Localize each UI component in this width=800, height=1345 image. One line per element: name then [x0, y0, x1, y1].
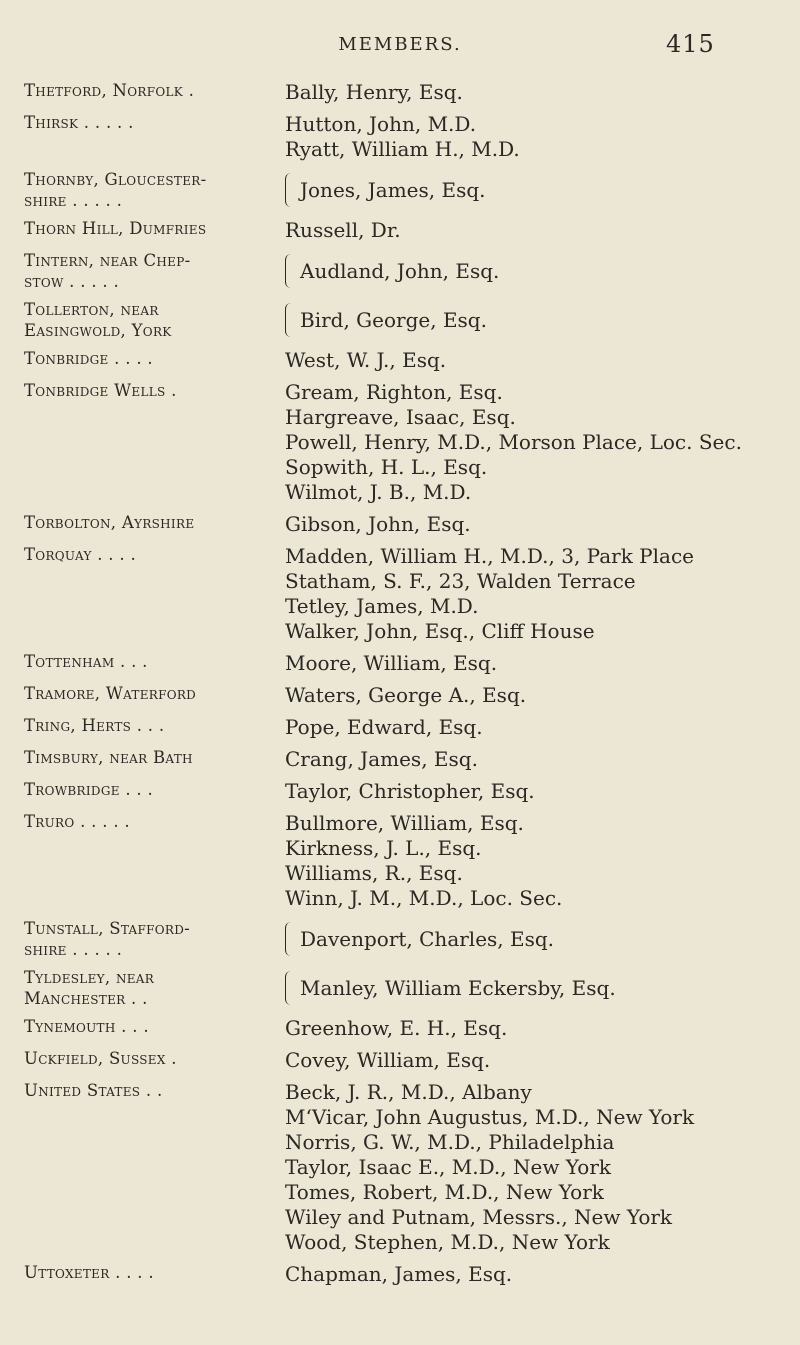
member-names — [285, 779, 800, 804]
place-name — [0, 250, 285, 292]
list-item — [0, 1080, 800, 1255]
member-name: Gream, Righton, Esq. — [285, 380, 503, 404]
member-name: Madden, William H., M.D., 3, Park Place — [285, 544, 694, 568]
place-line: Tunstall, Stafford- — [24, 919, 191, 938]
place-name — [0, 779, 285, 804]
place-line: Thorn Hill, Dumfries — [24, 219, 207, 238]
brace-glyph — [285, 173, 296, 207]
place-name — [0, 683, 285, 708]
place-line: shire . . . . . — [24, 940, 123, 959]
place-line: Tynemouth . . . — [24, 1017, 149, 1036]
member-name: Crang, James, Esq. — [285, 747, 478, 771]
member-names — [285, 715, 800, 740]
place-name — [0, 967, 285, 1009]
place-line: Torquay . . . . — [24, 545, 137, 564]
member-names — [285, 80, 800, 105]
place-line: Thetford, Norfolk . — [24, 81, 195, 100]
place-name — [0, 1262, 285, 1287]
member-name: Norris, G. W., M.D., Philadelphia — [285, 1130, 615, 1154]
list-item — [0, 112, 800, 162]
place-line: Timsbury, near Bath — [24, 748, 193, 767]
list-item — [0, 918, 800, 960]
list-item — [0, 967, 800, 1009]
list-item — [0, 348, 800, 373]
brace-glyph — [285, 922, 296, 956]
place-line: Tring, Herts . . . — [24, 716, 165, 735]
member-names — [285, 299, 800, 341]
list-item — [0, 1016, 800, 1041]
member-name: Wood, Stephen, M.D., New York — [285, 1230, 610, 1254]
place-line: United States . . — [24, 1081, 163, 1100]
member-name: Powell, Henry, M.D., Morson Place, Loc. Sec. — [285, 430, 742, 454]
place-name — [0, 1048, 285, 1073]
place-name — [0, 544, 285, 644]
member-names — [285, 1080, 800, 1255]
member-names — [285, 380, 800, 505]
member-name: Pope, Edward, Esq. — [285, 715, 483, 739]
place-line: Uttoxeter . . . . — [24, 1263, 154, 1282]
member-name: Williams, R., Esq. — [285, 861, 463, 885]
place-line: Tintern, near Chep- — [24, 251, 191, 270]
place-name — [0, 715, 285, 740]
place-line: Easingwold, York — [24, 321, 172, 340]
list-item — [0, 80, 800, 105]
place-name — [0, 218, 285, 243]
list-item — [0, 747, 800, 772]
page-header — [0, 30, 800, 64]
member-names — [285, 348, 800, 373]
member-name: Taylor, Christopher, Esq. — [285, 779, 535, 803]
list-item — [0, 715, 800, 740]
member-name: Tomes, Robert, M.D., New York — [285, 1180, 604, 1204]
place-name — [0, 112, 285, 162]
place-name — [0, 1016, 285, 1041]
list-item — [0, 218, 800, 243]
place-line: shire . . . . . — [24, 191, 123, 210]
member-name: Moore, William, Esq. — [285, 651, 498, 675]
place-name — [0, 1080, 285, 1255]
brace-glyph — [285, 254, 296, 288]
member-name: West, W. J., Esq. — [285, 348, 447, 372]
member-names — [285, 747, 800, 772]
place-line: Thirsk . . . . . — [24, 113, 134, 132]
list-item — [0, 683, 800, 708]
list-item — [0, 651, 800, 676]
member-name: Taylor, Isaac E., M.D., New York — [285, 1155, 611, 1179]
place-line: Tonbridge Wells . — [24, 381, 177, 400]
member-name: Manley, William Eckersby, Esq. — [300, 975, 616, 1000]
list-item — [0, 1048, 800, 1073]
place-name — [0, 811, 285, 911]
place-line: Tonbridge . . . . — [24, 349, 153, 368]
list-item — [0, 380, 800, 505]
member-names — [285, 169, 800, 211]
member-name: Jones, James, Esq. — [300, 177, 486, 202]
place-name — [0, 299, 285, 341]
member-name: Wiley and Putnam, Messrs., New York — [285, 1205, 673, 1229]
running-title: MEMBERS. — [338, 34, 462, 55]
member-name: Ryatt, William H., M.D. — [285, 137, 520, 161]
place-name — [0, 80, 285, 105]
member-names — [285, 512, 800, 537]
place-name — [0, 380, 285, 505]
member-names — [285, 967, 800, 1009]
place-line: Torbolton, Ayrshire — [24, 513, 195, 532]
member-name: Winn, J. M., M.D., Loc. Sec. — [285, 886, 563, 910]
member-names — [285, 250, 800, 292]
member-names — [285, 811, 800, 911]
place-line: Tyldesley, near — [24, 968, 155, 987]
list-item — [0, 1262, 800, 1287]
brace-glyph — [285, 303, 296, 337]
place-line: Trowbridge . . . — [24, 780, 154, 799]
member-name: Sopwith, H. L., Esq. — [285, 455, 488, 479]
place-line: stow . . . . . — [24, 272, 120, 291]
member-name: Audland, John, Esq. — [300, 258, 500, 283]
member-name: Kirkness, J. L., Esq. — [285, 836, 482, 860]
member-name: Statham, S. F., 23, Walden Terrace — [285, 569, 636, 593]
member-name: Chapman, James, Esq. — [285, 1262, 513, 1286]
list-item — [0, 512, 800, 537]
place-name — [0, 747, 285, 772]
member-name: Walker, John, Esq., Cliff House — [285, 619, 595, 643]
member-names — [285, 918, 800, 960]
member-name: Bullmore, William, Esq. — [285, 811, 524, 835]
member-name: Gibson, John, Esq. — [285, 512, 471, 536]
member-name: Bally, Henry, Esq. — [285, 80, 463, 104]
place-name — [0, 348, 285, 373]
member-name: Covey, William, Esq. — [285, 1048, 491, 1072]
place-line: Thornby, Gloucester- — [24, 170, 207, 189]
member-names — [285, 1262, 800, 1287]
place-name — [0, 918, 285, 960]
page-number: 415 — [666, 30, 715, 58]
place-line: Tollerton, near — [24, 300, 159, 319]
list-item — [0, 779, 800, 804]
member-name: Russell, Dr. — [285, 218, 401, 242]
member-names — [285, 1048, 800, 1073]
place-line: Manchester . . — [24, 989, 148, 1008]
place-line: Uckfield, Sussex . — [24, 1049, 177, 1068]
place-name — [0, 169, 285, 211]
list-item — [0, 169, 800, 211]
member-names — [285, 544, 800, 644]
place-line: Truro . . . . . — [24, 812, 130, 831]
member-name: Hargreave, Isaac, Esq. — [285, 405, 516, 429]
place-line: Tottenham . . . — [24, 652, 148, 671]
list-item — [0, 299, 800, 341]
list-item — [0, 811, 800, 911]
member-list — [0, 80, 800, 1294]
member-name: Greenhow, E. H., Esq. — [285, 1016, 508, 1040]
member-names — [285, 218, 800, 243]
member-name: Wilmot, J. B., M.D. — [285, 480, 472, 504]
brace-glyph — [285, 971, 296, 1005]
member-name: Hutton, John, M.D. — [285, 112, 477, 136]
list-item — [0, 544, 800, 644]
member-name: Waters, George A., Esq. — [285, 683, 527, 707]
place-name — [0, 512, 285, 537]
place-line: Tramore, Waterford — [24, 684, 197, 703]
member-name: Tetley, James, M.D. — [285, 594, 479, 618]
member-name: Davenport, Charles, Esq. — [300, 926, 555, 951]
member-names — [285, 1016, 800, 1041]
member-name: M‘Vicar, John Augustus, M.D., New York — [285, 1105, 695, 1129]
member-names — [285, 651, 800, 676]
member-name: Beck, J. R., M.D., Albany — [285, 1080, 532, 1104]
member-names — [285, 683, 800, 708]
member-names — [285, 112, 800, 162]
member-name: Bird, George, Esq. — [300, 307, 487, 332]
list-item — [0, 250, 800, 292]
place-name — [0, 651, 285, 676]
